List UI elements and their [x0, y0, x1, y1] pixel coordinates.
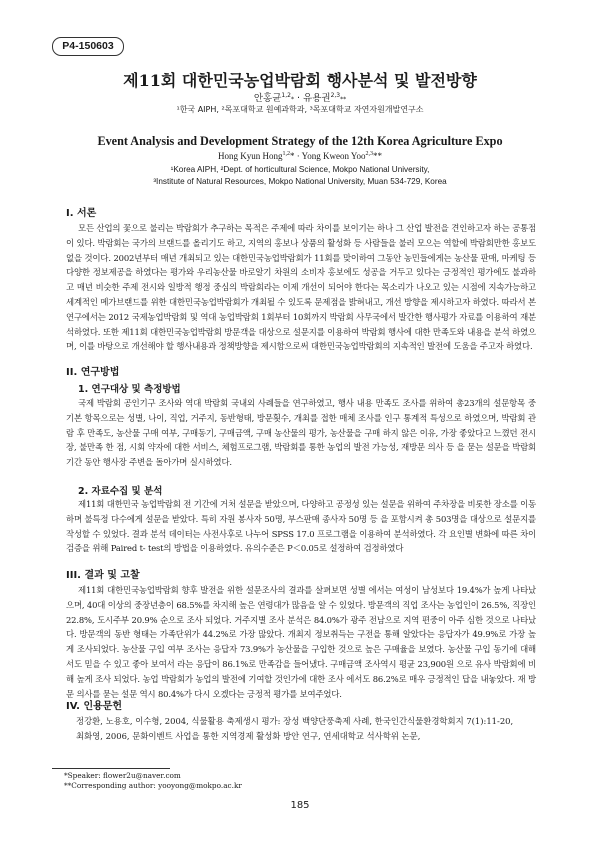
- author-1-ko: 안홍균: [253, 93, 282, 104]
- poster-id-tag: P4-150603: [52, 37, 124, 56]
- data-collection-paragraph: 제11회 대한민국 농업박람회 전 기간에 거처 설문을 받았으며, 다양하고 공정성 있는 설문을 위하여 주차장을 비롯한 장소를 이동하며 불특정 다수에게 설문을 받았다. 특히 자원 봉사자 50명, 부스판매 종사자 50명 등 을 포함시켜 총 503명을 대상으로 설문지를 작성할 수 있었다. 결과 분석 데이터는 사전사후로 나누어 SPSS 17.0 프로그램을 이용하여 분석하였다. 각 요인별 변화에 따른 차이 검증을 위해 Paired t- test의 방법을 이용하였다. 유의수준은 P＜0.05로 설정하여 검정하였다: [66, 499, 537, 554]
- affiliation-en-line-2: ³Institute of Natural Resources, Mokpo National University, Muan 534-729, Korea: [153, 177, 447, 186]
- author-1-sup: 1,2: [281, 91, 291, 99]
- footnote-corresponding: **Corresponding author: yooyong@mokpo.ac.kr: [64, 781, 242, 790]
- author-2-sup: 2,3: [330, 91, 341, 99]
- page-number: 185: [290, 800, 310, 811]
- heading-subjects-measurement: 1. 연구대상 및 측정방법: [78, 384, 181, 395]
- affiliation-korean: ¹한국 AIPH, ²목포대학교 원예과학과, ³목포대학교 자연자원개발연구소: [176, 105, 424, 114]
- author-2-ko: · 유용권: [296, 93, 331, 104]
- affiliation-english: [0, 164, 600, 188]
- title-korean: 제11회 대한민국농업박람회 행사분석 및 발전방향: [123, 71, 477, 90]
- footnotes: [64, 771, 242, 791]
- heading-introduction: I. 서론: [66, 208, 97, 219]
- authors-korean: 안홍균$^{1,2}$* · 유용권$^{2,3}$**: [253, 91, 347, 104]
- authors-english: [0, 151, 600, 161]
- author-2-en-mark: **: [373, 151, 383, 161]
- affiliation-en-line-1: ¹Korea AIPH, ²Dept. of horticultural Science, Mokpo National University,: [170, 165, 430, 174]
- author-2-en: * · Yong Kweon Yoo: [289, 151, 366, 161]
- heading-methods: II. 연구방법: [66, 367, 120, 378]
- heading-data-collection: 2. 자료수집 및 분석: [78, 486, 163, 497]
- author-1-en: Hong Kyun Hong: [217, 151, 283, 161]
- author-1-en-sup: 1,2: [282, 151, 290, 157]
- reference-item: 정강환, 노용호, 이수형, 2004, 식물활용 축제생시 평가: 장성 백양단풍축제 사례, 한국인간식물환경학회지 7(1):11-20,: [76, 716, 514, 726]
- introduction-paragraph: 모든 산업의 꽃으로 불리는 박람회가 추구하는 목적은 주제에 따라 차이를 보이기는 하나 그 산업 발전을 견인하고자 하는 공통점이 있다. 박람회는 국가의 브랜드를 올리기도 하고, 지역의 홍보나 상품의 활성화 등 사람들을 불러 모으는 역할에 박람회만한 홍보도 없을 것이다. 2002년부터 매년 개최되고 있는 대한민국농업박람회가 11회를 맞이하여 그동안 농민들에게는 농산물 판매, 마케팅 등 다양한 정보제공을 하였다는 평가와 우리농산물 바로알기 차원의 소비자 홍보에도 성공을 거두고 있다는 긍정적인 평가에도 불과하고 매년 비슷한 주제 전시와 일방적 행정 중심의 박람회라는 이제 개선이 되어야 한다는 목소리가 나오고 있는 시점에 지속가능하고 세계적인 메가브랜드를 위한 대한민국농업박람회가 개최될 수 있도록 문제점을 밝혀내고, 개선 방향을 제시하고자 하였다. 따라서 본 연구에서는 2012 국제농업박람회 및 역대 농업박람회 1회부터 10회까지 박람회 사무국에서 발간한 행사평가 자료를 이용하여 재분석하였다. 또한 제11회 대한민국농업박람회 방문객을 대상으로 설문지를 이용하여 박람회 행사에 대한 만족도와 내용을 분석 하였으며, 이를 바탕으로 개선해야 할 행사내용과 정책방향을 제시함으로써 대한민국농업박람회의 지속적인 발전에 도움을 주고자 하였다.: [66, 223, 536, 352]
- footnote-divider: [52, 768, 170, 769]
- results-paragraph: 제11회 대한민국농업박람회 향후 발전을 위한 설문조사의 결과를 살펴보면 성별 에서는 여성이 남성보다 19.4%가 높게 나타났으며, 40대 이상의 중장년층이 68.5%를 차지해 높은 연령대가 많음을 알 수 있었다. 방문객의 직업 조사는 농업인이 26.5%, 직장인 22.8%, 도시주부 20.9% 순으로 조사 되었다. 거주지별 조사 분석은 84.0%가 광주 전남으로 지역 편중이 아주 심한 것으로 나타났다. 방문객의 동반 형태는 가족단위가 44.2%로 가장 많았다. 개최지 정보취득는 구전을 통해 알았다는 응답자가 49.9%로 가장 높게 조사되었다. 농산물 구입 여부 조사는 응답자 73.9%가 농산물을 구입한 것으로 높은 구매율을 보였다. 농산물 구입 동기에 대해서도 믿을 수 있고 좋아 보여서 라는 응답이 86.1%로 만족감을 들어냈다. 구매금액 조사역시 평균 23,900원 으로 유사 박람회에 비해 높게 조사 되었다. 농업 박람회가 농업의 발전에 기여할 것인가에 대한 조사 에서도 86.2%로 매우 긍정적인 답을 내놓았다. 재 방문 의사를 묻는 설문 역시 80.4%가 다시 오겠다는 긍정적 평가를 보여주었다.: [66, 585, 536, 699]
- footnote-speaker: *Speaker: flower2u@naver.com: [64, 771, 181, 780]
- heading-references: IV. 인용문헌: [66, 701, 123, 712]
- title-english: Event Analysis and Development Strategy of the 12th Korea Agriculture Expo: [97, 134, 503, 148]
- heading-results: III. 결과 및 고찰: [66, 570, 140, 581]
- author-2-en-sup: 2,3: [365, 151, 374, 157]
- reference-item: 최화영, 2006, 문화이벤트 사업을 통한 지역경제 활성화 방안 연구, 연세대학교 석사학위 논문,: [76, 730, 421, 741]
- references-list: [66, 714, 536, 744]
- subjects-paragraph: 국제 박람회 공인기구 조사와 역대 박람회 국내외 사례들을 연구하였고, 행사 내용 만족도 조사를 위하여 총23개의 설문항목 중 기본 항목으로는 성별, 나이, 직업, 거주지, 동반형태, 방문횟수, 개최를 접한 매체 조사를 인구 통계적 특성으로 하였으며, 박람회 관람 후 만족도, 농산물 구매 여부, 구매동기, 구매금액, 구매 농산물의 평가, 농산물을 구매 하지 않은 이유, 가장 좋았다고 느꼈던 전시장, 불만족 한 점, 시회 약자에 대한 서비스, 체험프로그램, 박람회를 통한 농업의 발전 가능성, 재방문 의사 등 을 묻는 설문을 박람회 기간 동안 행사장 주변을 돌아가며 실시하였다.: [66, 398, 536, 468]
